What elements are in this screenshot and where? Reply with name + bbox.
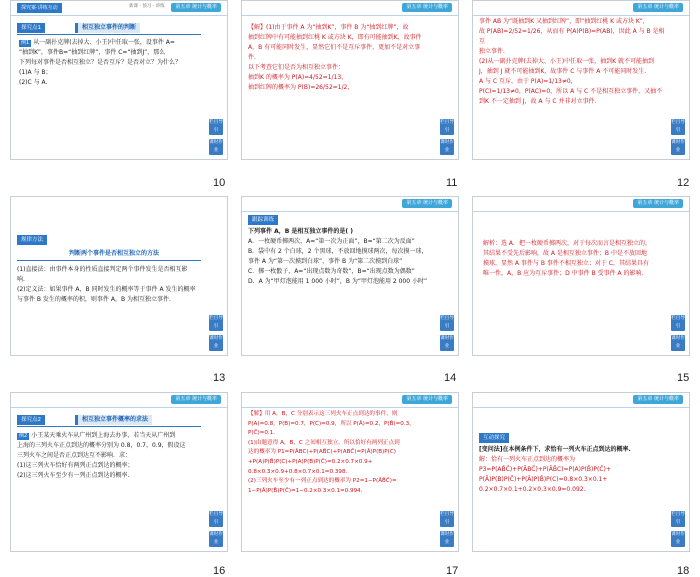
homework-icon[interactable]: 课时作业 [209,532,223,545]
slide-number: 11 [446,177,458,189]
section-tag: 探究案·讲练互动 [17,3,62,13]
slide-text: [变问法]在本例条件下，求恰有一列火车正点到达的概率. 解：恰有一列火车正点到达的概率为 P3=P(AB̄C̄)+P(ĀBC̄)+P(ĀB̄C)=P(A)P(B̄)P(C̄)+ P(Ā)P(B)P(C̄)+P(Ā)P(B̄)P(C)=0.8×0.3×0.1+ 0.2×0.7×0.1+0.2×0.3×0.9=0.092. [479,446,631,493]
slide-number: 17 [446,565,459,577]
slide-thumbnail[interactable] [241,392,459,552]
slide-thumbnail[interactable] [472,196,690,356]
slide-number: 13 [213,372,226,384]
slide-text: 事件 AB 为“既抽到K 又抽到红牌”，即“抽到红桃 K 或方块 K”， 故 P(AB)=2/52=1/26，从而有 P(A)P(B)=P(AB)，因此 A 与 B 是相互 独立事件. (2)从一副扑克牌(去掉大、小王)中任取一张，抽到K 就不可能抽到 J，抽到 J 就不可能抽到K，故事件 C 与事件 A 不可能同时发生. A 与 C 互斥，由于 P(A)=1/13≠0， P(C)=1/13≠0，P(AC)=0，所以 A 与 C 不是相互独立事件，又抽不 到K 不一定抽到 J，故 A 与 C 并非对立事件. [479,18,665,105]
homework-icon[interactable]: 课时作业 [440,532,454,545]
section-underline [17,426,201,427]
nav-guide-icon[interactable]: 栏目导引 [671,316,685,329]
slide-nav-text: 新课 · 预习 · 讲练 [129,4,165,9]
slide-number: 10 [213,177,226,189]
chapter-badge: 第五章 统计与概率 [633,3,683,12]
nav-guide-icon[interactable]: 栏目导引 [440,512,454,525]
point-tag: 探究点1 [17,23,45,33]
slide-text: 【解】(1)由于事件 A 为“抽到K”，事件 B 为“抽到红牌”，故 抽到红牌中有可能抽到红桃 K 或方块 K，即有可能抽到K，故事件 A，B 有可能同时发生，显然它们不是互斥事件，更加不是对立事 件. 以下考查它们是否为相互独立事件： 抽到K 的概率为 P(A)=4/52=1/13， 抽到红牌的概率为 P(B)=26/52=1/2， [248,24,422,91]
section-tag: 规律方法 [17,235,47,245]
section-underline [17,34,201,35]
example-tag: 例2 [19,433,28,439]
section-underline [17,260,201,261]
slide-text: 【解】用 A，B，C 分别表示这三列火车正点到达的事件，则 P(A)=0.8，P(B)=0.7，P(C)=0.9，所以 P(Ā)=0.2，P(B̄)=0.3， P(C̄)=0.1. (1)由题意得 A，B，C 之间相互独立，所以恰好有两列正点到 达的概率为 P1=P(ĀBC)+P(AB̄C)+P(ABC̄)=P(Ā)P(B)P(C) +P(A)P(B̄)P(C)+P(A)P(B)P(C̄)=0.2×0.7×0.9+ 0.8×0.3×0.9+0.8×0.7×0.1=0.398. (2)三列火车至少有一列正点到达的概率为 P2=1−P(ĀB̄C̄)= 1−P(Ā)P(B̄)P(C̄)=1−0.2×0.3×0.1=0.994. [248,411,415,494]
nav-guide-icon[interactable]: 栏目导引 [671,120,685,133]
homework-icon[interactable]: 课时作业 [209,140,223,153]
section-title: 判断两个事件是否相互独立的方法 [69,250,160,257]
slide-thumbnail[interactable] [10,196,228,356]
nav-guide-icon[interactable]: 栏目导引 [209,512,223,525]
section-title: 相互独立事件概率的求法 [75,415,152,425]
slide-thumbnail[interactable] [10,392,228,552]
chapter-badge: 第五章 统计与概率 [402,3,452,12]
slide-number: 12 [677,177,690,189]
chapter-badge: 第五章 统计与概率 [171,3,221,12]
chapter-badge: 第五章 统计与概率 [171,395,221,404]
section-tag: 互动探究 [479,433,509,443]
chapter-badge: 第五章 统计与概率 [633,199,683,208]
homework-icon[interactable]: 课时作业 [440,336,454,349]
slide-text: 解析：选 A．把一枚硬币掷两次，对于每次而言是相互独立的， 其结果不受先后影响，故 A 是相互独立事件；B 中是不放回地 摸球，显然 A 事件与 B 事件不相互独立；对于 C，其结果具有 唯一性，A，B 应为互斥事件；D 中事件 B 受事件 A 的影响. [483,240,652,277]
homework-icon[interactable]: 课时作业 [440,140,454,153]
nav-guide-icon[interactable]: 栏目导引 [440,120,454,133]
section-title: 相互独立事件的判断 [75,23,140,33]
slide-thumbnail[interactable] [10,0,228,160]
section-tag: 跟踪训练 [248,215,278,225]
chapter-badge: 第五章 统计与概率 [633,395,683,404]
nav-guide-icon[interactable]: 栏目导引 [671,512,685,525]
nav-guide-icon[interactable]: 栏目导引 [209,316,223,329]
slide-number: 18 [677,565,690,577]
slide-thumbnail[interactable] [241,0,459,160]
slide-text: 例2 小王某天乘火车从广州到上海去办事，若当天从广州到 上海的三列火车正点到达的概率分别为 0.8，0.7，0.9，假设这 三列火车之间是否正点到达互不影响．求： (1)这三列火车恰好有两列正点到达的概率； (2)这三列火车至少有一列正点到达的概率. [17,432,186,479]
slide-number: 15 [677,372,690,384]
slide-text: 例1 从一副扑克牌(去掉大、小王)中任取一张，设事件 A= “抽到K”，事件B=“抽到红牌”，事件 C=“抽到J”，那么 下列每对事件是否相互独立？是否互斥？是否对立？为什么？ (1)A 与 B； (2)C 与 A. [19,39,182,86]
slide-text: 下列事件 A，B 是相互独立事件的是( ) A．一枚硬币掷两次，A=“第一次为正面”，B=“第二次为反面” B．袋中有 2 个白球，2 个黑球，不放回地摸球两次，每次摸一球， 事件 A 为“第一次摸到白球”，事件 B 为“第二次摸到白球” C．掷一枚骰子，A=“出现点数为奇数”，B=“出现点数为偶数” D．A 为“甲灯泡能用 1 000 小时”，B 为“甲灯泡能用 2 000 小时” [248,228,428,285]
slide-text: (1)直接法：由事件本身的性质直接判定两个事件发生是否相互影 响. (2)定义法：如果事件 A，B 同时发生的概率等于事件 A 发生的概率 与事件 B 发生的概率的积，则事件 A，B 为相互独立事件. [17,266,196,303]
example-tag: 例1 [21,40,30,46]
point-tag: 探究点2 [17,415,45,425]
homework-icon[interactable]: 课时作业 [671,140,685,153]
homework-icon[interactable]: 课时作业 [671,336,685,349]
chapter-badge: 第五章 统计与概率 [402,199,452,208]
slide-number: 16 [213,565,226,577]
slide-thumbnail[interactable] [241,196,459,356]
nav-guide-icon[interactable]: 栏目导引 [209,120,223,133]
chapter-badge: 第五章 统计与概率 [402,395,452,404]
homework-icon[interactable]: 课时作业 [671,532,685,545]
slide-thumbnail[interactable] [472,0,690,160]
homework-icon[interactable]: 课时作业 [209,336,223,349]
slide-number: 14 [444,372,457,384]
nav-guide-icon[interactable]: 栏目导引 [440,316,454,329]
slide-thumbnail[interactable] [472,392,690,552]
